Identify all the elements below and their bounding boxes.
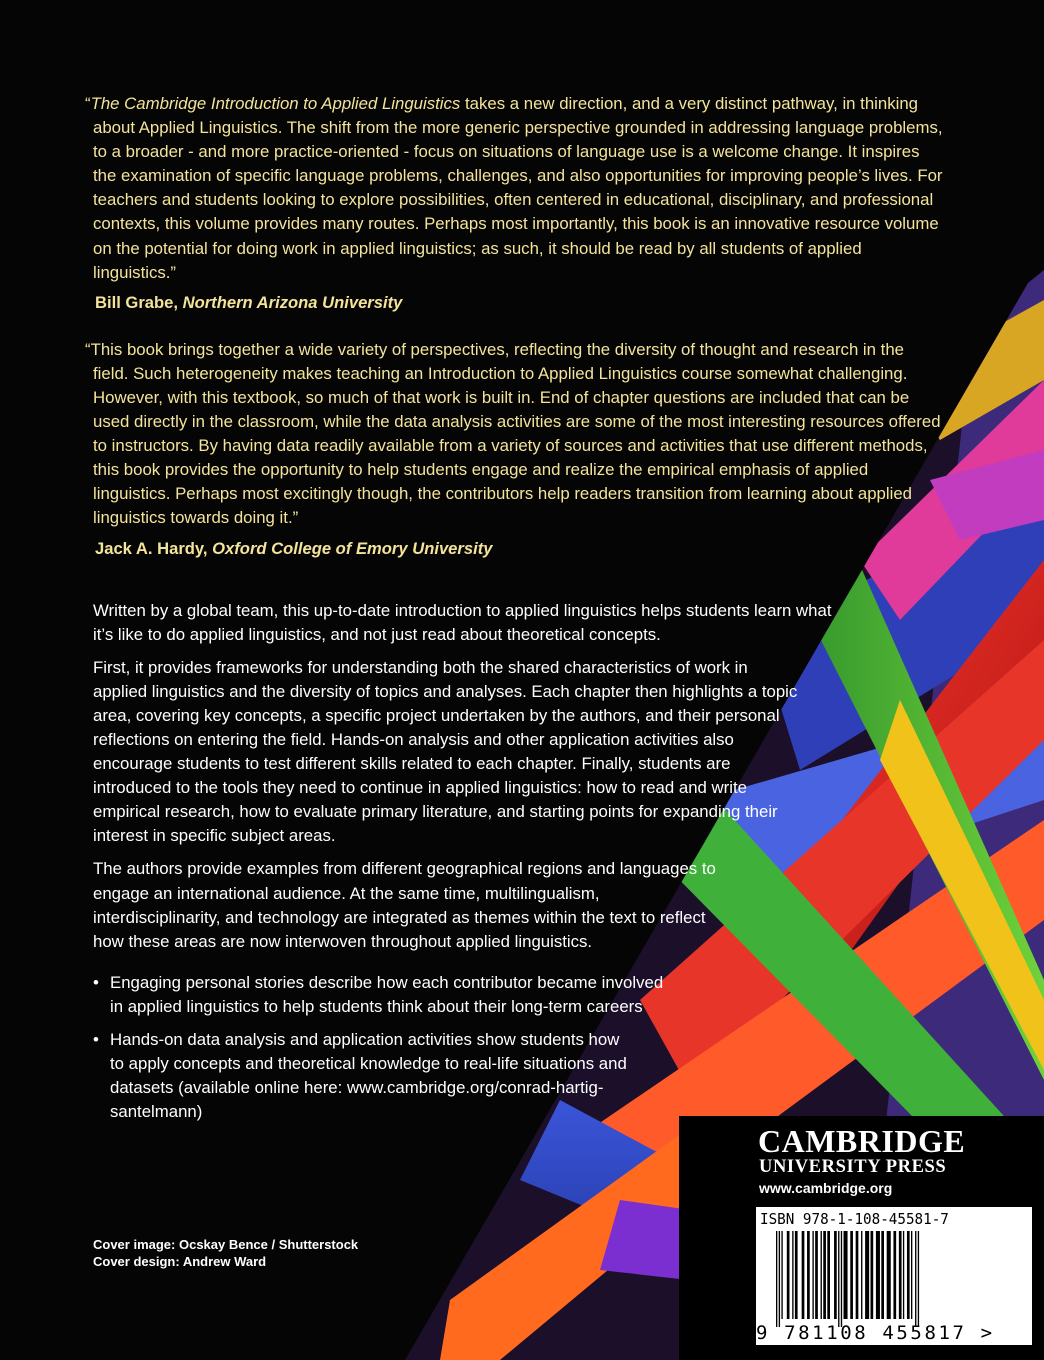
open-quote-mark: “ — [85, 94, 91, 113]
review-attribution-hardy — [95, 537, 953, 561]
barcode-bar — [861, 1231, 862, 1319]
publisher-logo-subtitle: UNIVERSITY PRESS — [759, 1157, 947, 1177]
barcode-bar — [821, 1231, 822, 1319]
description-paragraph: Written by a global team, this up-to-date introduction to applied linguistics helps students learn what it’s like to do applied linguistics, and not just read about theoretical concepts. — [93, 600, 832, 644]
barcode-bar — [893, 1231, 896, 1319]
cover-image-credit: Cover image: Ocskay Bence / Shutterstock — [93, 1237, 359, 1252]
barcode-bar — [865, 1231, 869, 1319]
barcode-bar — [841, 1231, 842, 1327]
feature-list-item: • Engaging personal stories describe how each contributor became involved in applied linguistics to help students think about their long-term careers — [93, 972, 664, 1016]
publisher-logo-name: CAMBRIDGE — [758, 1123, 966, 1159]
barcode-bar — [876, 1231, 880, 1319]
reviewer-name: Jack A. Hardy, — [95, 538, 213, 558]
barcode-bar — [815, 1231, 818, 1319]
barcode-bar — [792, 1231, 793, 1319]
barcode-bar — [827, 1231, 830, 1319]
barcode-bar — [779, 1231, 780, 1327]
isbn-label: ISBN 978-1-108-45581-7 — [760, 1210, 949, 1228]
bullet-icon: • — [93, 1030, 99, 1049]
cover-design-credit: Cover design: Andrew Ward — [93, 1253, 267, 1269]
barcode-bar — [856, 1231, 859, 1319]
publisher-url: www.cambridge.org — [759, 1180, 893, 1196]
barcode-digits: 9 781108 455817 > — [756, 1322, 995, 1344]
review-quote-text: takes a new direction, and a very distinct pathway, in thinking about Applied Linguistics. The shift from the more generic perspective grounded in addressing language problems, to a broader - and more practice-oriented - focus on situations of language use is a welcome change. It inspires the examination of specific language problems, challenges, and also opportunities for improving people’s lives. For teachers and students looking to explore possibilities, often centered in educational, disciplinary, and professional contexts, this volume provides many routes. Perhaps most importantly, this book is an innovative resource volume on the potential for doing work in applied linguistics; as such, it should be read by all students of applied linguistics.” — [93, 94, 943, 282]
feature-list-item: • Hands-on data analysis and application activities show students how to apply concepts and theoretical knowledge to real-life situations and datasets (available online here: www.cambridge.org/conrad-hartig-santelmann) — [93, 1030, 627, 1122]
barcode-bar — [850, 1231, 853, 1319]
barcode-bar — [776, 1231, 777, 1327]
barcode-bar — [812, 1231, 813, 1319]
barcode-bar — [903, 1231, 904, 1319]
description-paragraph: The authors provide examples from different geographical regions and languages to engage an international audience. At the same time, multilingualism, interdisciplinarity, and technology are integrated as themes within the text to reflect how these areas are now interwoven throughout applied linguistics. — [93, 859, 716, 951]
barcode-bar — [915, 1231, 916, 1327]
barcode-bar — [834, 1231, 837, 1319]
publisher-block — [679, 1116, 1044, 1360]
quoted-book-title: The Cambridge Introduction to Applied Linguistics — [90, 94, 461, 113]
reviewer-institution: Oxford College of Emory University — [212, 538, 493, 558]
reviewer-name: Bill Grabe, — [95, 292, 183, 312]
barcode-bar — [899, 1231, 902, 1319]
barcode-bar — [907, 1231, 910, 1319]
reviewer-institution: Northern Arizona University — [182, 292, 403, 312]
barcode-bar — [844, 1231, 848, 1319]
barcode-bar — [781, 1231, 782, 1319]
barcode-bar — [807, 1231, 810, 1319]
review-attribution-grabe — [95, 291, 953, 315]
barcode-bar — [911, 1231, 912, 1319]
barcode-bar — [871, 1231, 874, 1319]
description-paragraph: First, it provides frameworks for understanding both the shared characteristics of work in applied linguistics and the diversity of topics and analyses. Each chapter then highlights a topic area, covering key concepts, a specific project undertaken by the authors, and their personal reflections on entering the field. Hands-on analysis and other application activities also encourage students to test different skills related to each chapter. Finally, students are introduced to the tools they need to continue in applied linguistics: how to read and write empirical research, how to evaluate primary literature, and starting points for expanding their interest in specific subject areas. — [93, 657, 798, 846]
barcode-bar — [918, 1231, 919, 1327]
feature-list — [93, 971, 953, 1125]
barcode-bar — [823, 1231, 826, 1319]
review-quote-hardy: “This book brings together a wide variety of perspectives, reflecting the diversity of thought and research in the field. Such heterogeneity makes teaching an Introduction to Applied Linguistics course somewhat challenging. However, with this textbook, so much of that work is built in. End of chapter questions are included that can be used directly in the classroom, while the data analysis activities are some of the most interesting resources offered to instructors. By having data readily available from a variety of sources and activities that use different methods, this book provides the opportunity to help students engage and realize the empirical emphasis of applied linguistics. Perhaps most excitingly though, the contributors help readers transition from learning about applied linguistics towards doing it.” — [85, 339, 941, 528]
isbn-barcode — [756, 1207, 1032, 1345]
back-cover-text — [85, 92, 953, 1133]
barcode-bar — [795, 1231, 798, 1319]
barcode-bar — [787, 1231, 790, 1319]
review-quote-grabe — [85, 92, 943, 285]
barcode-bar — [887, 1231, 891, 1319]
barcode-bar — [838, 1231, 839, 1327]
barcode-bar — [802, 1231, 805, 1319]
barcode-bar — [881, 1231, 884, 1319]
bullet-icon: • — [93, 972, 99, 992]
cover-credits — [93, 1237, 358, 1270]
